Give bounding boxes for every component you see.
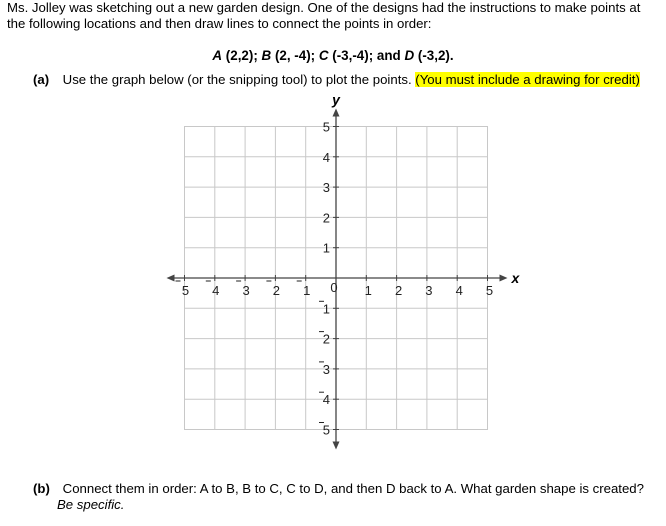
x-tick-label: 5: [181, 283, 190, 298]
part-b-text: Connect them in order: A to B, B to C, C to D, and then D back to A. What garden shape is created?: [62, 481, 644, 496]
x-tick-label: 2: [272, 283, 281, 298]
y-axis-down-arrow: [333, 442, 340, 450]
x-tick-label: 1: [364, 283, 372, 298]
y-tick-label: 4: [322, 392, 330, 408]
x-tick-label: 4: [212, 283, 220, 298]
y-tick-label: 1: [322, 301, 330, 317]
y-tick-label: 5: [322, 119, 330, 135]
y-tick-label: 4: [322, 149, 330, 165]
x-tick-label: 3: [242, 283, 250, 298]
x-axis-left-arrow: [167, 275, 175, 282]
x-tick-label: 2: [394, 283, 403, 298]
x-tick-label: 4: [455, 283, 463, 298]
points-and: and: [376, 48, 401, 63]
y-tick-label: 2: [322, 210, 330, 226]
origin-label: 0: [330, 280, 338, 295]
point-d-coords: (-3,2).: [417, 48, 454, 63]
point-b-coords: (2, -4);: [274, 48, 316, 63]
y-axis-up-arrow: [333, 109, 340, 117]
y-tick-label: 3: [322, 361, 330, 377]
problem-intro: Ms. Jolley was sketching out a new garden design. One of the designs had the instructions to make points at the following locations and then draw lines to connect the points in order:: [7, 0, 641, 31]
point-a-coords: (2,2);: [225, 48, 258, 63]
point-a-name: A: [212, 48, 223, 63]
x-axis-label: x: [511, 270, 520, 286]
part-a-text: Use the graph below (or the snipping tool) to plot the points.: [62, 72, 412, 87]
part-a-highlight: (You must include a drawing for credit): [415, 72, 640, 87]
y-axis-label: y: [332, 91, 340, 108]
point-d-name: D: [404, 48, 415, 63]
x-axis-right-arrow: [500, 275, 508, 282]
x-tick-label: 3: [425, 283, 433, 298]
y-tick-label: 2: [322, 331, 330, 347]
y-tick-label: 3: [322, 180, 330, 196]
x-tick-label: 1: [303, 283, 311, 298]
part-b-label: (b): [33, 481, 50, 496]
point-b-name: B: [261, 48, 272, 63]
y-tick-label: 1: [322, 240, 330, 256]
x-tick-label: 5: [485, 283, 494, 298]
y-tick-label: 5: [322, 422, 330, 438]
point-c-coords: (-3,-4);: [332, 48, 374, 63]
point-c-name: C: [318, 48, 329, 63]
part-b: [33, 481, 663, 513]
part-a-label: (a): [33, 72, 50, 87]
part-b-cont: Be specific.: [57, 497, 125, 512]
